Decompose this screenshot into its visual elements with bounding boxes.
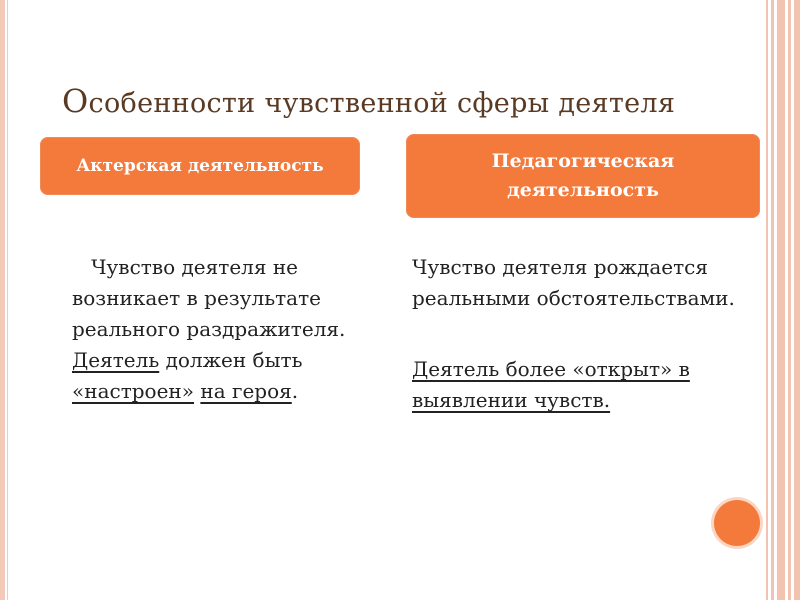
title-rest: собенности чувственной сферы деятеля [88, 88, 676, 119]
left-text-underlined-3: на героя [200, 379, 292, 403]
header-pedagogical-activity [406, 134, 760, 218]
stripe [788, 0, 791, 600]
slide-title [62, 82, 762, 120]
decorative-circle [714, 500, 760, 546]
stripe [777, 0, 785, 600]
right-decorative-stripes [766, 0, 800, 600]
left-frame-thin-line [7, 0, 8, 600]
left-text-underlined-2: «настроен» [72, 379, 195, 403]
right-column-text-1 [412, 252, 742, 314]
stripe [766, 0, 768, 600]
stripe [771, 0, 774, 600]
stripe [794, 0, 800, 600]
header-right-line2: деятельность [507, 179, 659, 201]
title-initial: О [62, 82, 89, 120]
header-left-label: Актерская деятельность [76, 156, 324, 176]
left-frame-line [0, 0, 5, 600]
right-text-para2: Деятель более «открыт» в выявлении чувств. [412, 357, 690, 412]
left-text-end: . [291, 379, 299, 403]
left-text-part1: Чувство деятеля не возникает в результате реального раздражителя. [72, 255, 346, 341]
right-text-para1: Чувство деятеля рождается реальными обстоятельствами. [412, 255, 735, 310]
right-column-text-2 [412, 354, 742, 416]
left-column-text [72, 252, 372, 407]
left-text-underlined-1: Деятель [72, 348, 160, 372]
header-right-line1: Педагогическая [491, 150, 675, 172]
header-acting-activity [40, 137, 360, 195]
left-text-part3: должен быть [165, 348, 303, 372]
